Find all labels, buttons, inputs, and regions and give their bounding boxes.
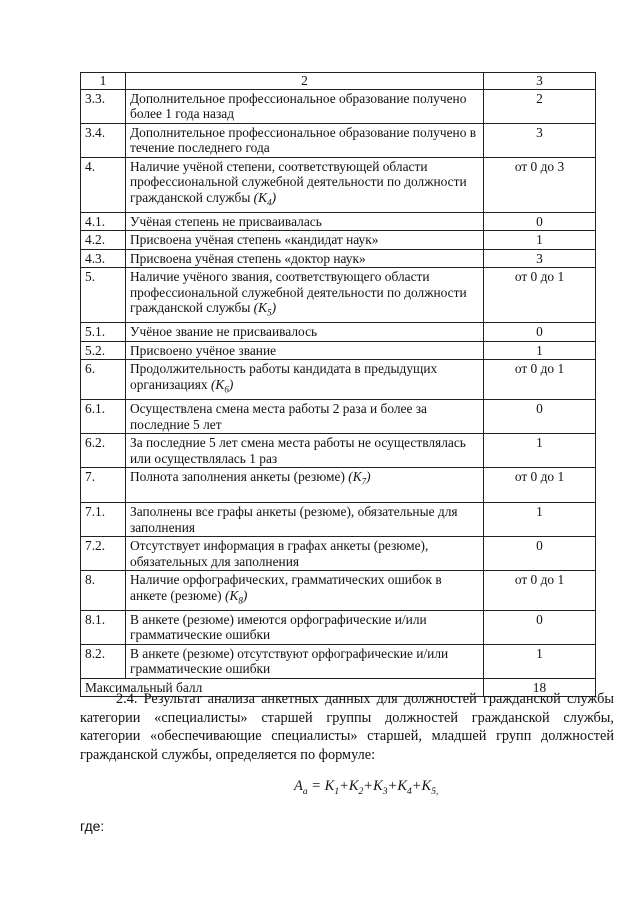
table-row (81, 644, 596, 678)
row-points: 0 (484, 212, 596, 231)
coefficient-close: ) (366, 469, 371, 485)
formula-operator: + (339, 778, 349, 794)
formula-term-index: 4 (406, 786, 412, 797)
table-header-row (81, 73, 596, 90)
coefficient-close: ) (271, 300, 277, 316)
row-number: 4.3. (81, 249, 126, 268)
coefficient-close: ) (228, 376, 234, 392)
criterion-text: Дополнительное профессиональное образование получено более 1 года назад (130, 90, 467, 121)
row-criterion (126, 323, 484, 342)
criterion-text: В анкете (резюме) отсутствуют орфографические и/или грамматические ошибки (130, 645, 449, 677)
row-criterion (126, 468, 484, 503)
formula-lhs-sub: a (302, 786, 308, 797)
coefficient-index: 7 (361, 476, 367, 487)
coefficient-symbol: (K (210, 376, 225, 392)
row-number: 6.1. (81, 400, 126, 434)
formula-term: K (397, 778, 407, 794)
table-row (81, 212, 596, 231)
row-criterion (126, 503, 484, 537)
table-row (81, 268, 596, 323)
formula-term-index: 3 (382, 786, 388, 797)
row-criterion (126, 610, 484, 644)
table-row (81, 468, 596, 503)
section-paragraph: 2.4. Результат анализа анкетных данных для должностей гражданской службы категории «специалисты» старшей группы должностей гражданской службы, категории «обеспечивающие специалисты» старшей, младшей групп должностей гражданской службы, определяется по формуле: (80, 691, 614, 763)
criterion-text: В анкете (резюме) имеются орфографические и/или грамматические ошибки (130, 611, 427, 643)
criterion-text: Наличие учёного звания, соответствующего области профессиональной служебной деятельности по должности гражданской службы (130, 269, 467, 316)
row-number: 6. (81, 360, 126, 400)
table-row (81, 537, 596, 571)
coefficient-symbol: (K (253, 189, 268, 205)
row-number: 8. (81, 571, 126, 611)
criterion-text: За последние 5 лет смена места работы не осуществлялась или осуществлялась 1 раз (130, 435, 466, 466)
row-criterion (126, 157, 484, 212)
table-row (81, 89, 596, 123)
criterion-text: Наличие учёной степени, соответствующей области профессиональной служебной деятельности по должности гражданской службы (130, 158, 467, 205)
formula-term-index: 1 (334, 786, 340, 797)
table-row (81, 157, 596, 212)
row-number: 7. (81, 468, 126, 503)
row-number: 3.4. (81, 123, 126, 157)
table-row (81, 323, 596, 342)
table-row (81, 360, 596, 400)
header-col-2: 2 (126, 73, 484, 90)
criterion-text: Продолжительность работы кандидата в предыдущих организациях (130, 361, 438, 392)
formula-terms (324, 778, 439, 797)
row-criterion (126, 249, 484, 268)
criterion-text: Полнота заполнения анкеты (резюме) (130, 469, 345, 485)
row-criterion (126, 400, 484, 434)
row-criterion (126, 537, 484, 571)
total-value: 18 (484, 678, 596, 697)
coefficient-index: 6 (224, 384, 229, 395)
table-row (81, 571, 596, 611)
row-points: 3 (484, 123, 596, 157)
criterion-text: Осуществлена смена места работы 2 раза и более за последние 5 лет (130, 401, 427, 432)
formula-term-index: 5, (431, 786, 439, 797)
criterion-text: Присвоено учёное звание (130, 342, 277, 358)
criterion-text: Учёная степень не присваивалась (130, 213, 322, 229)
row-points: 0 (484, 400, 596, 434)
formula-operator: + (411, 778, 422, 794)
row-number: 5.1. (81, 323, 126, 342)
scoring-table (80, 72, 596, 697)
formula-lhs: A (294, 778, 303, 794)
row-points: 1 (484, 503, 596, 537)
row-criterion (126, 360, 484, 400)
criterion-text: Присвоена учёная степень «доктор наук» (130, 250, 366, 266)
row-criterion (126, 644, 484, 678)
coefficient-index: 4 (267, 197, 272, 208)
row-points: от 0 до 1 (484, 268, 596, 323)
row-criterion (126, 571, 484, 611)
coefficient-symbol: (K (348, 469, 362, 485)
row-number: 5. (81, 268, 126, 323)
row-criterion (126, 123, 484, 157)
table-row (81, 400, 596, 434)
coefficient-index: 8 (238, 595, 243, 606)
coefficient-label (253, 189, 277, 208)
row-number: 7.1. (81, 503, 126, 537)
row-criterion (126, 268, 484, 323)
coefficient-close: ) (271, 189, 277, 205)
table-row (81, 434, 596, 468)
row-points: 1 (484, 341, 596, 360)
table-row (81, 249, 596, 268)
table-row (81, 341, 596, 360)
row-criterion (126, 212, 484, 231)
row-points: 0 (484, 323, 596, 342)
formula-term: K (348, 778, 359, 794)
coefficient-index: 5 (267, 307, 272, 318)
criterion-text: Присвоена учёная степень «кандидат наук» (130, 232, 379, 248)
row-number: 8.1. (81, 610, 126, 644)
table-row (81, 231, 596, 250)
row-criterion (126, 89, 484, 123)
formula-term: K (421, 778, 432, 794)
row-number: 4. (81, 157, 126, 212)
formula-term-index: 2 (358, 786, 364, 797)
coefficient-label (348, 469, 371, 487)
row-points: 1 (484, 434, 596, 468)
row-number: 3.3. (81, 89, 126, 123)
coefficient-label (253, 300, 277, 318)
criterion-text: Наличие орфографических, грамматических ошибок в анкете (резюме) (130, 572, 442, 603)
row-points: от 0 до 1 (484, 360, 596, 400)
header-col-1: 1 (81, 73, 126, 90)
row-points: 3 (484, 249, 596, 268)
where-label: где: (80, 818, 105, 834)
row-number: 4.2. (81, 231, 126, 250)
row-points: 0 (484, 537, 596, 571)
formula-eq: = (307, 778, 325, 794)
row-number: 8.2. (81, 644, 126, 678)
formula-term: K (373, 778, 383, 794)
row-points: от 0 до 1 (484, 571, 596, 611)
table-row (81, 123, 596, 157)
row-points: 1 (484, 231, 596, 250)
criterion-text: Учёное звание не присваивалось (130, 324, 318, 340)
row-points: от 0 до 3 (484, 157, 596, 212)
criterion-text: Отсутствует информация в графах анкеты (резюме), обязательных для заполнения (130, 538, 429, 569)
row-criterion (126, 231, 484, 250)
formula (294, 778, 438, 797)
formula-term: K (324, 778, 335, 794)
row-number: 5.2. (81, 341, 126, 360)
formula-operator: + (363, 778, 374, 794)
coefficient-symbol: (K (224, 587, 239, 603)
row-points: 0 (484, 610, 596, 644)
total-label: Максимальный балл (81, 678, 484, 697)
row-number: 7.2. (81, 537, 126, 571)
row-number: 4.1. (81, 212, 126, 231)
formula-operator: + (387, 778, 398, 794)
row-criterion (126, 341, 484, 360)
coefficient-symbol: (K (253, 300, 268, 316)
header-col-3: 3 (484, 73, 596, 90)
coefficient-label (224, 587, 248, 606)
row-number: 6.2. (81, 434, 126, 468)
table-row (81, 610, 596, 644)
row-points: 1 (484, 644, 596, 678)
row-points: от 0 до 1 (484, 468, 596, 503)
coefficient-label (210, 376, 234, 395)
criterion-text: Заполнены все графы анкеты (резюме), обязательные для заполнения (130, 504, 458, 535)
coefficient-close: ) (242, 587, 248, 603)
table-row (81, 503, 596, 537)
row-criterion (126, 434, 484, 468)
row-points: 2 (484, 89, 596, 123)
criterion-text: Дополнительное профессиональное образование получено в течение последнего года (130, 124, 477, 155)
